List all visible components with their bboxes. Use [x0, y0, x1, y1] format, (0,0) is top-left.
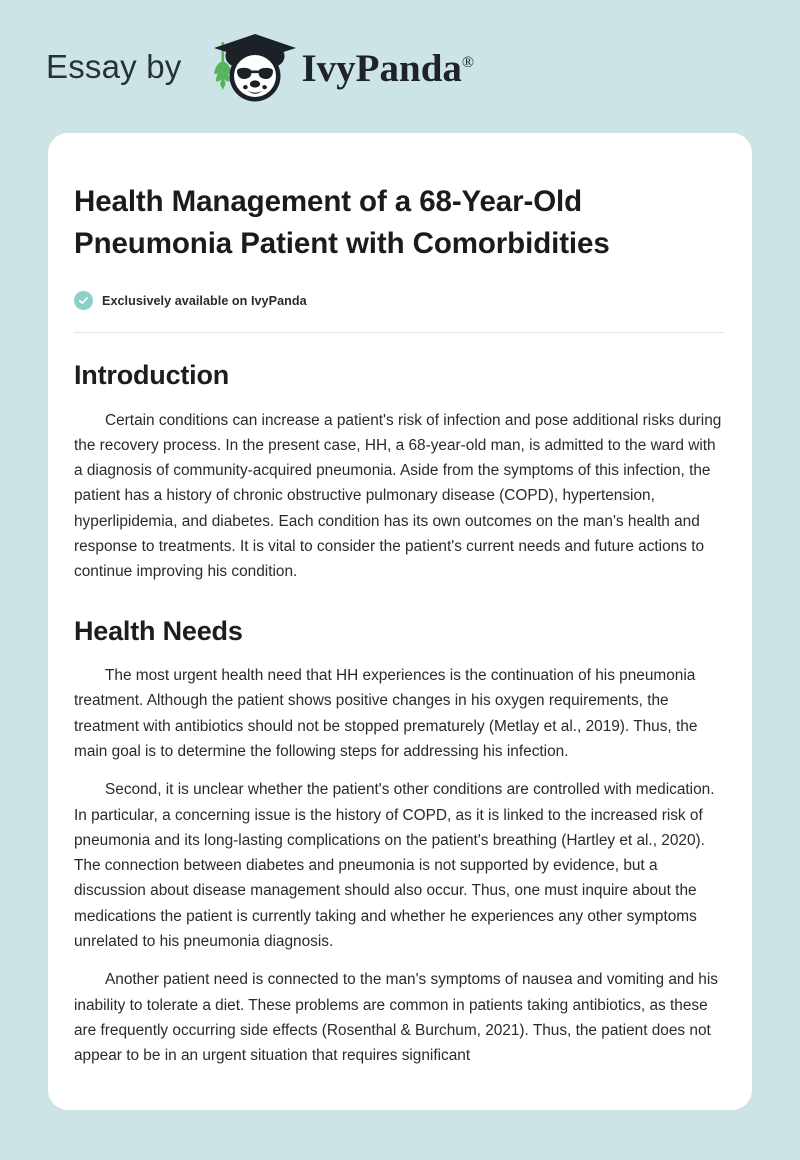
- document-card: [48, 133, 752, 1110]
- exclusive-availability-badge: [74, 291, 726, 310]
- brand-header: [0, 0, 800, 133]
- exclusive-availability-label: Exclusively available on IvyPanda: [102, 293, 307, 308]
- registered-trademark-icon: ®: [461, 54, 475, 71]
- section-heading-introduction: Introduction: [74, 360, 230, 391]
- title-divider: [74, 332, 724, 333]
- ivypanda-logo[interactable]: [204, 28, 475, 106]
- paragraph: Another patient need is connected to the man's symptoms of nausea and vomiting and his inability to tolerate a diet. These problems are common in patients taking antibiotics, as these are frequently occurring side effects (Rosenthal & Burchum, 2021). Thus, the patient does not appear to be in an urgent situation that requires significant: [74, 971, 718, 1065]
- paragraph: Certain conditions can increase a patient's risk of infection and pose additional risks during the recovery process. In the present case, HH, a 68-year-old man, is admitted to the ward with a diagnosis of community-acquired pneumonia. Aside from the symptoms of this infection, the patient has a history of chronic obstructive pulmonary disease (COPD), hypertension, hyperlipidemia, and diabetes. Each condition has its own outcomes on the man's health and response to treatments. It is vital to consider the patient's current needs and future actions to continue improving his condition.: [74, 411, 722, 581]
- page-title: Health Management of a 68-Year-Old Pneumonia Patient with Comorbidities: [74, 185, 610, 260]
- essay-by-label: Essay by: [46, 48, 182, 85]
- brand-wordmark: [302, 49, 475, 88]
- section-heading-health-needs: Health Needs: [74, 615, 243, 646]
- paragraph: Second, it is unclear whether the patient's other conditions are controlled with medication. In particular, a concerning issue is the history of COPD, as it is linked to the increased risk of pneumonia and its long-lasting complications on the patient's breathing (Hartley et al., 2020). The connection between diabetes and pneumonia is not supported by evidence, but a discussion about disease management should also occur. Thus, one must inquire about the medications the patient is currently taking and whether he experiences any other symptoms unrelated to his pneumonia diagnosis.: [74, 781, 715, 951]
- ivypanda-panda-graduate-logo-icon: [204, 28, 300, 106]
- paragraph: The most urgent health need that HH experiences is the continuation of his pneumonia treatment. Although the patient shows positive changes in his oxygen requirements, the treatment with antibiotics should not be stopped prematurely (Metlay et al., 2019). Thus, the main goal is to determine the following steps for addressing his infection.: [74, 667, 698, 760]
- check-circle-icon: [74, 291, 93, 310]
- brand-name-text: IvyPanda: [301, 47, 462, 90]
